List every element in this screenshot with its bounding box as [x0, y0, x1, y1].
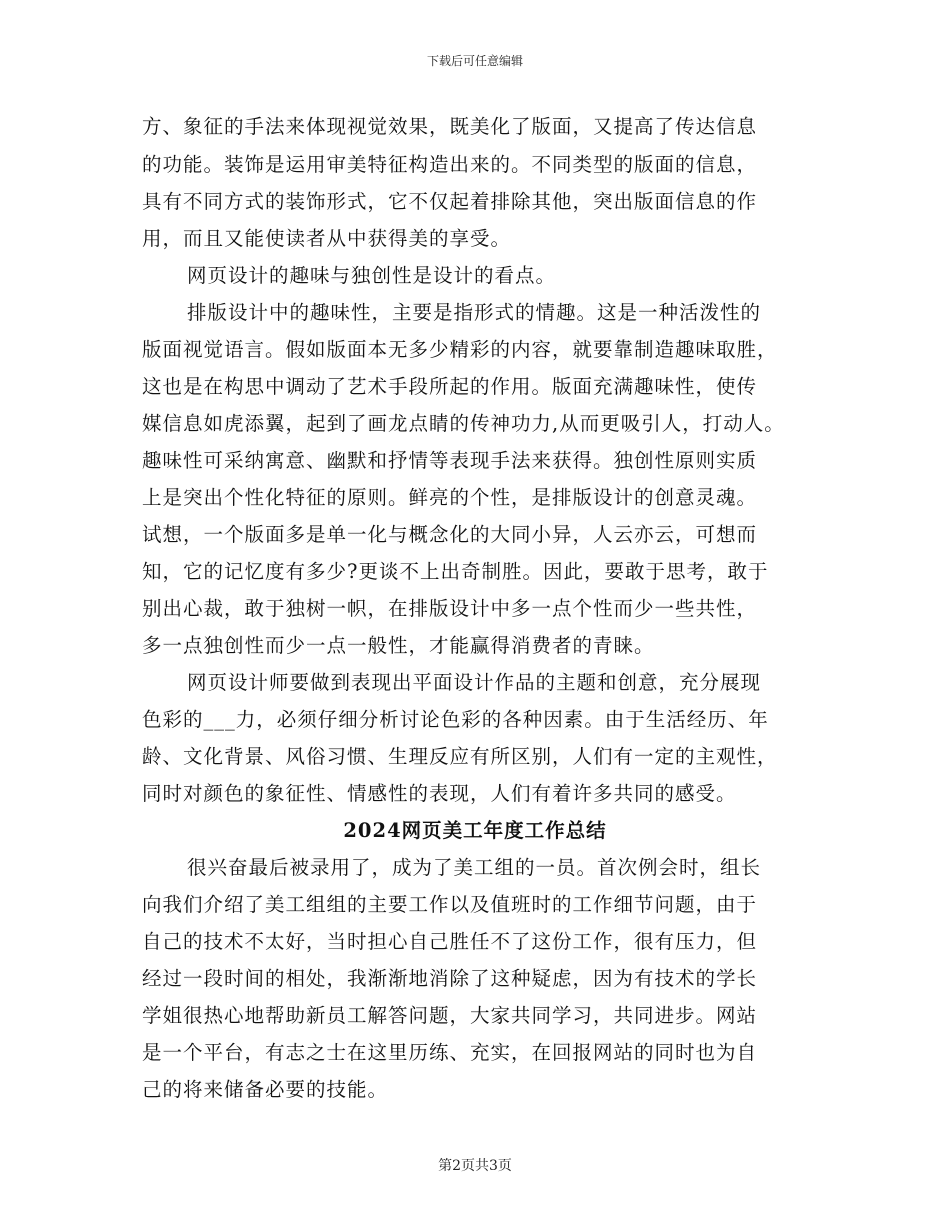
paragraph-line: 具有不同方式的装饰形式，它不仅起着排除其他，突出版面信息的作: [142, 190, 758, 213]
paragraph-line: 色彩的___力，必须仔细分析讨论色彩的各种因素。由于生活经历、年: [142, 708, 769, 731]
paragraph-line: 经过一段时间的相处，我渐渐地消除了这种疑虑，因为有技术的学长: [142, 967, 758, 990]
paragraph-line: 方、象征的手法来体现视觉效果，既美化了版面，又提高了传达信息: [142, 115, 758, 138]
paragraph-line: 版面视觉语言。假如版面本无多少精彩的内容，就要靠制造趣味取胜，: [142, 338, 778, 361]
page-header: 下载后可任意编辑: [426, 54, 523, 68]
paragraph-line: 上是突出个性化特征的原则。鲜亮的个性，是排版设计的创意灵魂。: [142, 486, 758, 509]
paragraph-line: 龄、文化背景、风俗习惯、生理反应有所区别，人们有一定的主观性，: [142, 745, 778, 768]
paragraph-line: 同时对颜色的象征性、情感性的表现，人们有着许多共同的感受。: [142, 782, 737, 805]
paragraph-line: 己的将来储备必要的技能。: [142, 1078, 389, 1101]
paragraph-line: 网页设计师要做到表现出平面设计作品的主题和创意，充分展现: [187, 671, 762, 694]
paragraph-line: 知，它的记忆度有多少?更谈不上出奇制胜。因此，要敢于思考，敢于: [142, 560, 769, 583]
section-title: 2024网页美工年度工作总结: [343, 819, 607, 842]
paragraph-line: 多一点独创性而少一点一般性，才能赢得消费者的青睐。: [142, 634, 655, 657]
paragraph-line: 这也是在构思中调动了艺术手段所起的作用。版面充满趣味性，使传: [142, 375, 758, 398]
paragraph-line: 试想，一个版面多是单一化与概念化的大同小异，人云亦云，可想而: [142, 523, 758, 546]
paragraph-line: 媒信息如虎添翼，起到了画龙点睛的传神功力,从而更吸引人，打动人。: [142, 412, 785, 435]
paragraph-line: 自己的技术不太好，当时担心自己胜任不了这份工作，很有压力，但: [142, 930, 758, 953]
paragraph-line: 很兴奋最后被录用了，成为了美工组的一员。首次例会时，组长: [187, 856, 762, 879]
paragraph-line: 用，而且又能使读者从中获得美的享受。: [142, 227, 512, 250]
paragraph-line: 学姐很热心地帮助新员工解答问题，大家共同学习，共同进步。网站: [142, 1004, 758, 1027]
paragraph-line: 向我们介绍了美工组组的主要工作以及值班时的工作细节问题，由于: [142, 893, 758, 916]
paragraph-line: 别出心裁，敢于独树一帜，在排版设计中多一点个性而少一些共性，: [142, 597, 758, 620]
page-footer: 第2页共3页: [438, 1158, 512, 1174]
paragraph-line: 排版设计中的趣味性，主要是指形式的情趣。这是一种活泼性的: [187, 301, 762, 324]
paragraph-line: 趣味性可采纳寓意、幽默和抒情等表现手法来获得。独创性原则实质: [142, 449, 758, 472]
paragraph-line: 是一个平台，有志之士在这里历练、充实，在回报网站的同时也为自: [142, 1041, 758, 1064]
paragraph-line: 网页设计的趣味与独创性是设计的看点。: [187, 264, 557, 287]
paragraph-line: 的功能。装饰是运用审美特征构造出来的。不同类型的版面的信息，: [142, 153, 758, 176]
